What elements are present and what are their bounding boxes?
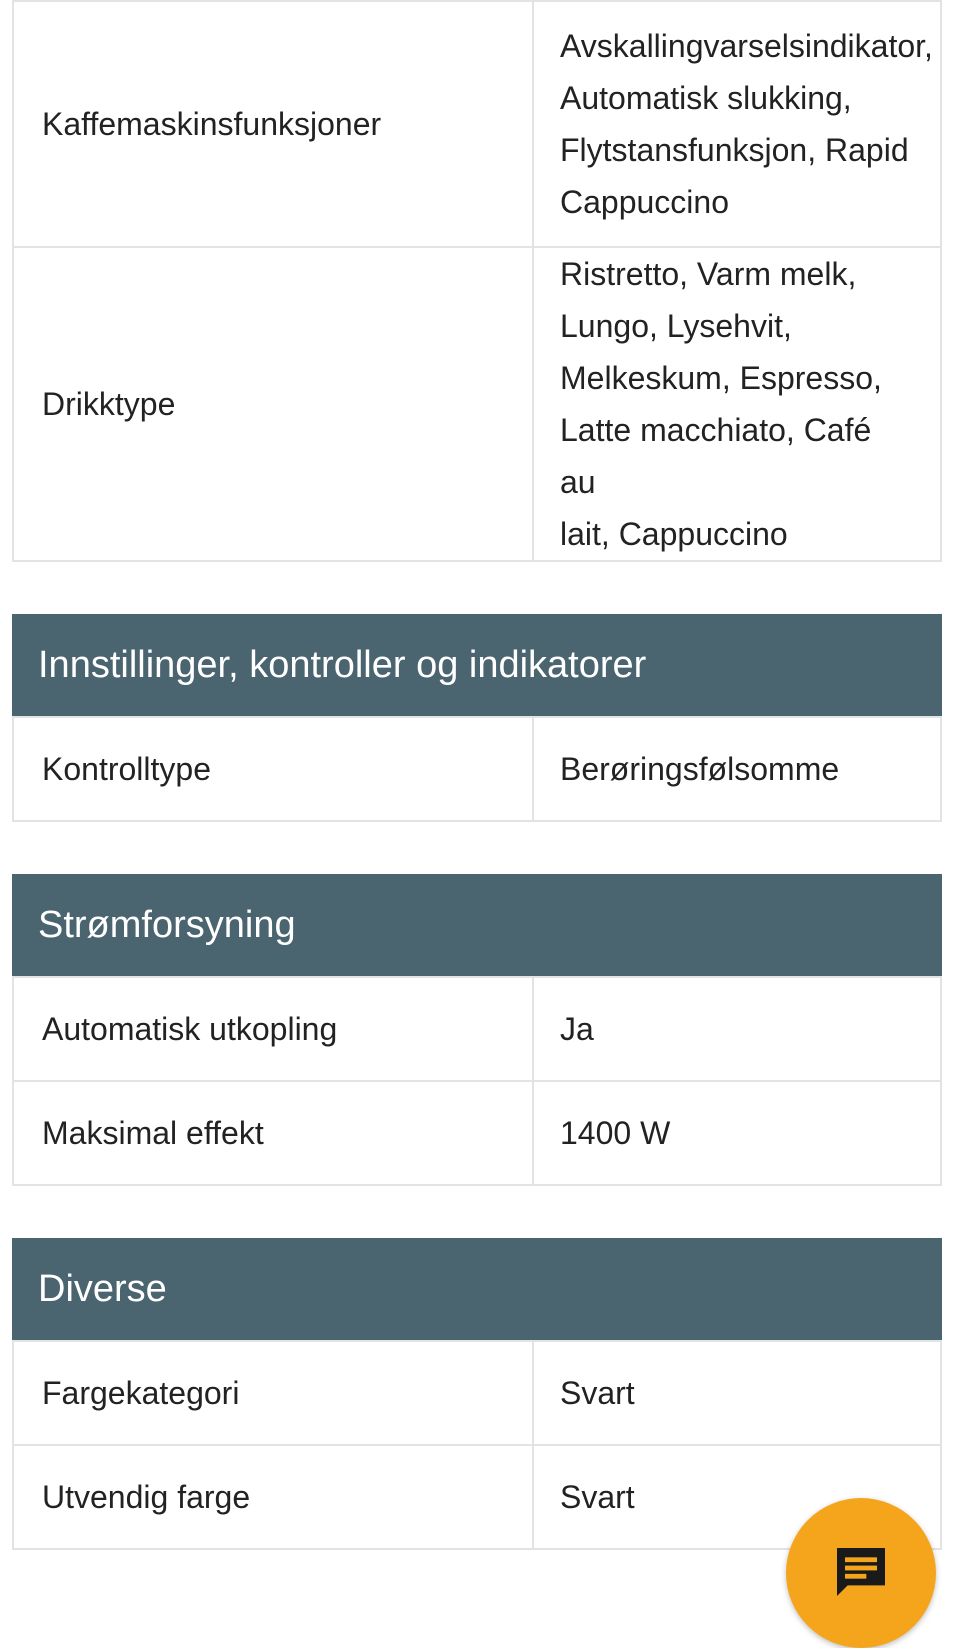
spec-label: Automatisk utkopling: [13, 977, 533, 1081]
spec-table-general: [12, 0, 942, 562]
spec-label: Kontrolltype: [13, 717, 533, 821]
spec-table: [12, 716, 942, 822]
section-settings: [12, 614, 942, 822]
chat-icon: [829, 1540, 893, 1604]
table-row: [13, 977, 941, 1081]
spec-label: Drikktype: [13, 247, 533, 561]
spec-value: Svart: [533, 1445, 941, 1549]
spec-value: Avskallingvarselsindikator, Automatisk slukking, Flytstansfunksjon, Rapid Cappuccino: [533, 1, 941, 247]
spec-label: Maksimal effekt: [13, 1081, 533, 1185]
table-row: [13, 717, 941, 821]
section-title: Strømforsyning: [12, 874, 942, 976]
spec-value: Svart: [533, 1341, 941, 1445]
spec-value: Ja: [533, 977, 941, 1081]
section-power: [12, 874, 942, 1186]
spec-value: Berøringsfølsomme: [533, 717, 941, 821]
spec-table: [12, 976, 942, 1186]
spec-label: Fargekategori: [13, 1341, 533, 1445]
spec-value: 1400 W: [533, 1081, 941, 1185]
chat-button[interactable]: [786, 1498, 936, 1648]
spec-page: [12, 0, 942, 1550]
table-row: [13, 1, 941, 247]
section-misc: [12, 1238, 942, 1550]
section-title: Diverse: [12, 1238, 942, 1340]
table-row: [13, 1341, 941, 1445]
table-row: [13, 1081, 941, 1185]
spec-table: [12, 1340, 942, 1550]
spec-value: Ristretto, Varm melk, Lungo, Lysehvit, Melkeskum, Espresso, Latte macchiato, Café au lait, Cappuccino: [533, 247, 941, 561]
spec-label: Kaffemaskinsfunksjoner: [13, 1, 533, 247]
spec-label: Utvendig farge: [13, 1445, 533, 1549]
section-title: Innstillinger, kontroller og indikatorer: [12, 614, 942, 716]
table-row: [13, 247, 941, 561]
